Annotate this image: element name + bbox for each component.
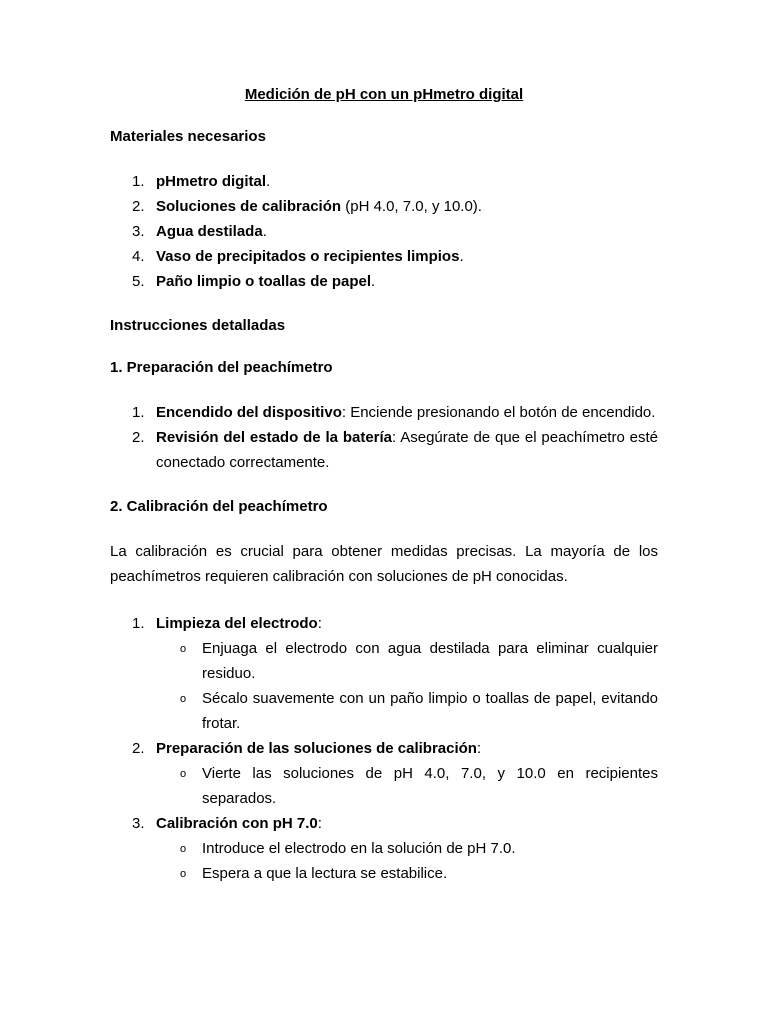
item-text: (pH 4.0, 7.0, y 10.0).: [341, 198, 482, 215]
sub-item: [110, 836, 658, 861]
list-item: [110, 425, 658, 475]
bullet: o: [180, 693, 187, 705]
item-term: Vaso de precipitados o recipientes limpios: [156, 248, 460, 265]
item-number: 1.: [132, 615, 145, 632]
item-number: 2.: [132, 429, 145, 446]
item-text: : Asegúrate de que el peachímetro esté conectado correctamente.: [156, 429, 658, 471]
item-number: 1.: [132, 404, 145, 421]
spacer: [110, 336, 658, 358]
bullet: o: [180, 643, 187, 655]
item-number: 2.: [132, 198, 145, 215]
sub-item-text: Vierte las soluciones de pH 4.0, 7.0, y 10.0 en recipientes separados.: [202, 765, 658, 807]
item-text: :: [476, 740, 482, 757]
section-2-heading: 2. Calibración del peachímetro: [110, 498, 328, 515]
item-number: 3.: [132, 815, 145, 832]
list-item: [110, 194, 658, 219]
list-item: [110, 169, 658, 194]
materials-heading: Materiales necesarios: [110, 128, 266, 145]
item-number: 5.: [132, 273, 145, 290]
list-item: [110, 400, 658, 425]
step-title: [110, 736, 658, 761]
spacer: [110, 378, 658, 400]
sub-item-text: Introduce el electrodo en la solución de pH 7.0.: [202, 840, 516, 857]
step: [110, 811, 658, 886]
sub-item: [110, 686, 658, 736]
item-term: pHmetro digital: [156, 173, 267, 190]
item-term: Soluciones de calibración: [156, 198, 342, 215]
document-body: [110, 85, 658, 886]
spacer: [110, 517, 658, 539]
spacer: [110, 294, 658, 316]
item-term: Preparación de las soluciones de calibración: [156, 740, 477, 757]
section-1-list: [110, 400, 658, 475]
item-number: 4.: [132, 248, 145, 265]
section-1-heading: 1. Preparación del peachímetro: [110, 359, 333, 376]
list-item: [110, 244, 658, 269]
item-text: :: [317, 615, 322, 632]
sub-item-text: Espera a que la lectura se estabilice.: [202, 865, 448, 882]
item-number: 2.: [132, 740, 145, 757]
spacer: [110, 589, 658, 611]
materials-list: [110, 169, 658, 294]
item-text: .: [459, 248, 464, 265]
item-text: .: [266, 173, 271, 190]
document-title: Medición de pH con un pHmetro digital: [244, 86, 524, 103]
sub-item-text: Sécalo suavemente con un paño limpio o toallas de papel, evitando frotar.: [202, 690, 658, 732]
item-term: Calibración con pH 7.0: [156, 815, 318, 832]
bullet: o: [180, 868, 187, 880]
spacer: [110, 147, 658, 169]
item-text: .: [262, 223, 267, 240]
sub-item: [110, 636, 658, 686]
item-term: Agua destilada: [156, 223, 263, 240]
item-term: Revisión del estado de la batería: [156, 429, 393, 446]
item-term: Limpieza del electrodo: [156, 615, 318, 632]
section-2-intro: La calibración es crucial para obtener medidas precisas. La mayoría de los peachímetros requieren calibración con soluciones de pH conocidas.: [110, 543, 658, 585]
step-title: [110, 611, 658, 636]
item-term: Paño limpio o toallas de papel: [156, 273, 372, 290]
item-text: :: [317, 815, 322, 832]
step: [110, 611, 658, 736]
item-term: Encendido del dispositivo: [156, 404, 342, 421]
list-item: [110, 219, 658, 244]
item-text: : Enciende presionando el botón de encendido.: [341, 404, 656, 421]
item-number: 1.: [132, 173, 145, 190]
step-title: [110, 811, 658, 836]
sub-item: [110, 861, 658, 886]
spacer: [110, 475, 658, 497]
sub-item: [110, 761, 658, 811]
bullet: o: [180, 843, 187, 855]
list-item: [110, 269, 658, 294]
instructions-heading: Instrucciones detalladas: [110, 317, 286, 334]
bullet: o: [180, 768, 187, 780]
item-number: 3.: [132, 223, 145, 240]
step: [110, 736, 658, 811]
sub-item-text: Enjuaga el electrodo con agua destilada para eliminar cualquier residuo.: [202, 640, 658, 682]
item-text: .: [371, 273, 376, 290]
calibration-steps: [110, 611, 658, 886]
